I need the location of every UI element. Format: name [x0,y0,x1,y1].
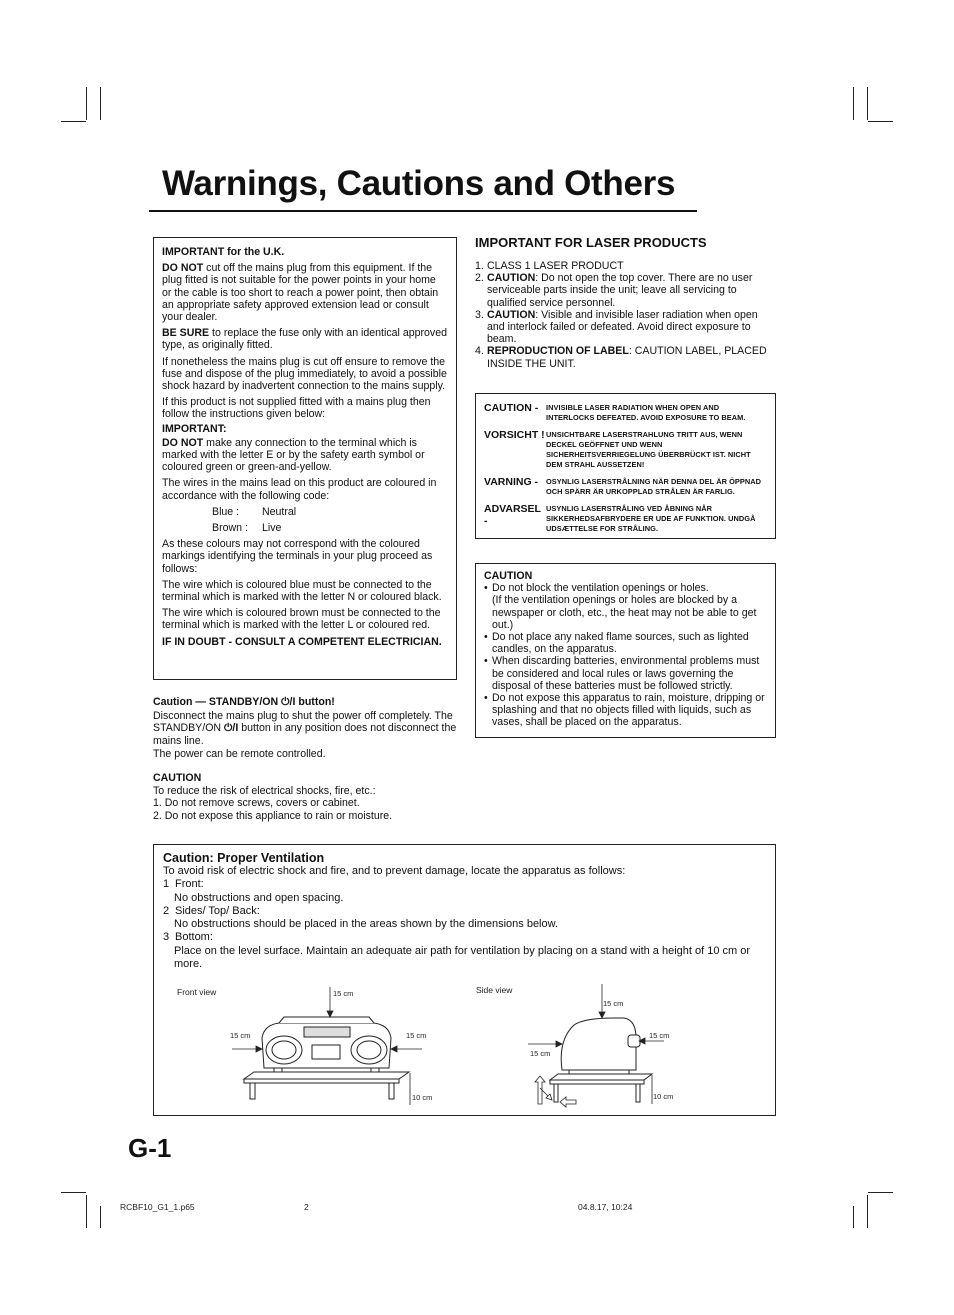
front-view-label: Front view [177,987,217,997]
ventilation-box [153,844,776,1116]
dim-right-side: 15 cm [649,1031,670,1040]
page-number: G-1 [128,1133,172,1163]
uk-p4: If this product is not supplied fitted with a mains plug then follow the instructions given below: [162,396,431,421]
list-item: 3 Bottom: [163,931,213,944]
uk-p6: The wires in the mains lead on this product are coloured in accordance with the following code: [162,477,437,502]
dim-right-front: 15 cm [406,1031,427,1040]
uk-p1: DO NOT cut off the mains plug from this equipment. If the plug fitted is not suitable for the power points in your home or the cable is too short to reach a power point, then obtain an appropriate safety approved extension lead or consult your dealer. [162,262,439,324]
side-view-label: Side view [476,985,513,995]
list-item: • Do not block the ventilation openings or holes. (If the ventilation openings or holes are blocked by a newspaper or cloth, etc., the heat may not be able to get out.) [484,582,757,631]
uk-p7: As these colours may not correspond with the coloured markings identifying the terminals in your plug proceed as follows: [162,538,433,575]
list-item: 4. REPRODUCTION OF LABEL: CAUTION LABEL, PLACED INSIDE THE UNIT. [475,345,767,370]
list-item: 1. CLASS 1 LASER PRODUCT [475,260,624,272]
boombox-side [561,1018,640,1074]
uk-important-box [153,237,457,680]
front-view-diagram [224,983,427,1111]
standby-remote: The power can be remote controlled. [153,747,326,760]
color-code-row: Blue : Neutral [212,505,297,518]
footer-date: 04.8.17, 10:24 [578,1202,633,1212]
side-view-diagram [524,980,664,1112]
laser-label-box [475,393,776,539]
laser-section [475,235,777,370]
dim-bottom-side: 10 cm [653,1092,674,1101]
uk-important: IMPORTANT: [162,422,227,435]
label-row: VARNING - OSYNLIG LASERSTRÅLNING NÄR DENNA DEL ÄR ÖPPNAD OCH SPÄRR ÄR URKOPPLAD STRÅLEN ÄR FARLIG. [484,476,761,496]
list-item-text: No obstructions should be placed in the areas shown by the dimensions below. [174,918,559,931]
uk-p2: BE SURE to replace the fuse only with an identical approved type, as originally fitted. [162,327,448,352]
list-item: 1 Front: [163,878,204,891]
dim-left-front: 15 cm [230,1031,251,1040]
caution-left-heading: CAUTION [153,772,202,784]
uk-heading: IMPORTANT for the U.K. [162,246,285,258]
list-item: 3. CAUTION: Visible and invisible laser radiation when open and interlock failed or defeated. Avoid direct exposure to beam. [475,308,758,346]
list-item: • When discarding batteries, environmental problems must be considered and local rules or laws governing the disposal of these batteries must be followed strictly. [484,655,760,692]
ventilation-text [163,851,763,971]
page-title: Warnings, Cautions and Others [162,164,676,203]
list-item-text: No obstructions and open spacing. [174,891,344,904]
uk-p10: IF IN DOUBT - CONSULT A COMPETENT ELECTRICIAN. [162,635,442,648]
list-item-text: Place on the level surface. Maintain an adequate air path for ventilation by placing on a stand with a height of 10 cm or more. [174,944,751,971]
dim-top-front: 15 cm [333,989,354,998]
uk-p5: DO NOT make any connection to the terminal which is marked with the letter E or by the safety earth symbol or coloured green or green-and-yellow. [162,436,425,474]
list-item: • Do not place any naked flame sources, such as lighted candles, on the apparatus. [484,631,749,656]
standby-caution [153,696,458,764]
footer-page: 2 [304,1202,309,1212]
caution-right-heading: CAUTION [484,570,533,582]
caution-left-line: To reduce the risk of electrical shocks, fire, etc.: [153,785,376,798]
caution-left-line: 2. Do not expose this appliance to rain or moisture. [153,809,393,822]
dim-top-side: 15 cm [603,999,624,1008]
caution-left [153,772,458,822]
dim-left-side: 15 cm [530,1049,551,1058]
laser-list [475,260,777,370]
list-item: 2 Sides/ Top/ Back: [163,904,260,917]
laser-heading: IMPORTANT FOR LASER PRODUCTS [475,235,707,250]
uk-p8: The wire which is coloured blue must be connected to the terminal which is marked with the letter N or coloured black. [162,578,442,604]
dim-bottom-front: 10 cm [412,1093,433,1102]
title-rule [149,210,697,212]
list-item: • Do not expose this apparatus to rain, moisture, dripping or splashing and that no objects filled with liquids, such as vases, shall be placed on the apparatus. [484,692,765,729]
standby-text: Disconnect the mains plug to shut the power off completely. The STANDBY/ON ⏻/I button in any position does not disconnect the mains line. [153,710,457,747]
footer-file: RCBF10_G1_1.p65 [120,1202,195,1212]
label-row: VORSICHT ! UNSICHTBARE LASERSTRAHLUNG TRITT AUS, WENN DECKEL GEÖFFNET UND WENN SICHERHEITSVERRIEGELUNG ÜBERBRÜCKT IST. NICHT DEM STRAHL AUSSETZEN! [484,429,751,469]
list-item: 2. CAUTION: Do not open the top cover. There are no user serviceable parts inside the unit; leave all servicing to qualified service personnel. [475,272,753,309]
ventilation-heading: Caution: Proper Ventilation [163,851,325,865]
label-row: CAUTION - INVISIBLE LASER RADIATION WHEN OPEN AND INTERLOCKS DEFEATED. AVOID EXPOSURE TO BEAM. [484,402,746,422]
label-row: ADVARSEL - USYNLIG LASERSTRÅLING VED ÅBNING NÅR SIKKERHEDSAFBRYDERE ER UDE AF FUNKTION. UNDGÅ UDSÆTTELSE FOR STRÅLING. [484,503,756,533]
standby-heading: Caution — STANDBY/ON ⏻/I button! [153,696,335,708]
color-code-row: Brown : Live [212,522,282,535]
ventilation-intro: To avoid risk of electric shock and fire, and to prevent damage, locate the apparatus as follows: [163,865,626,877]
caution-left-line: 1. Do not remove screws, covers or cabinet. [153,797,360,810]
boombox [262,1017,391,1072]
uk-p3: If nonetheless the mains plug is cut off ensure to remove the fuse and dispose of the plug immediately, to avoid a possible shock hazard by inadvertent connection to the mains supply. [162,355,447,393]
caution-right-box [475,563,776,738]
stand [244,1072,409,1099]
uk-p9: The wire which is coloured brown must be connected to the terminal which is marked with the letter L or coloured red. [162,607,441,632]
